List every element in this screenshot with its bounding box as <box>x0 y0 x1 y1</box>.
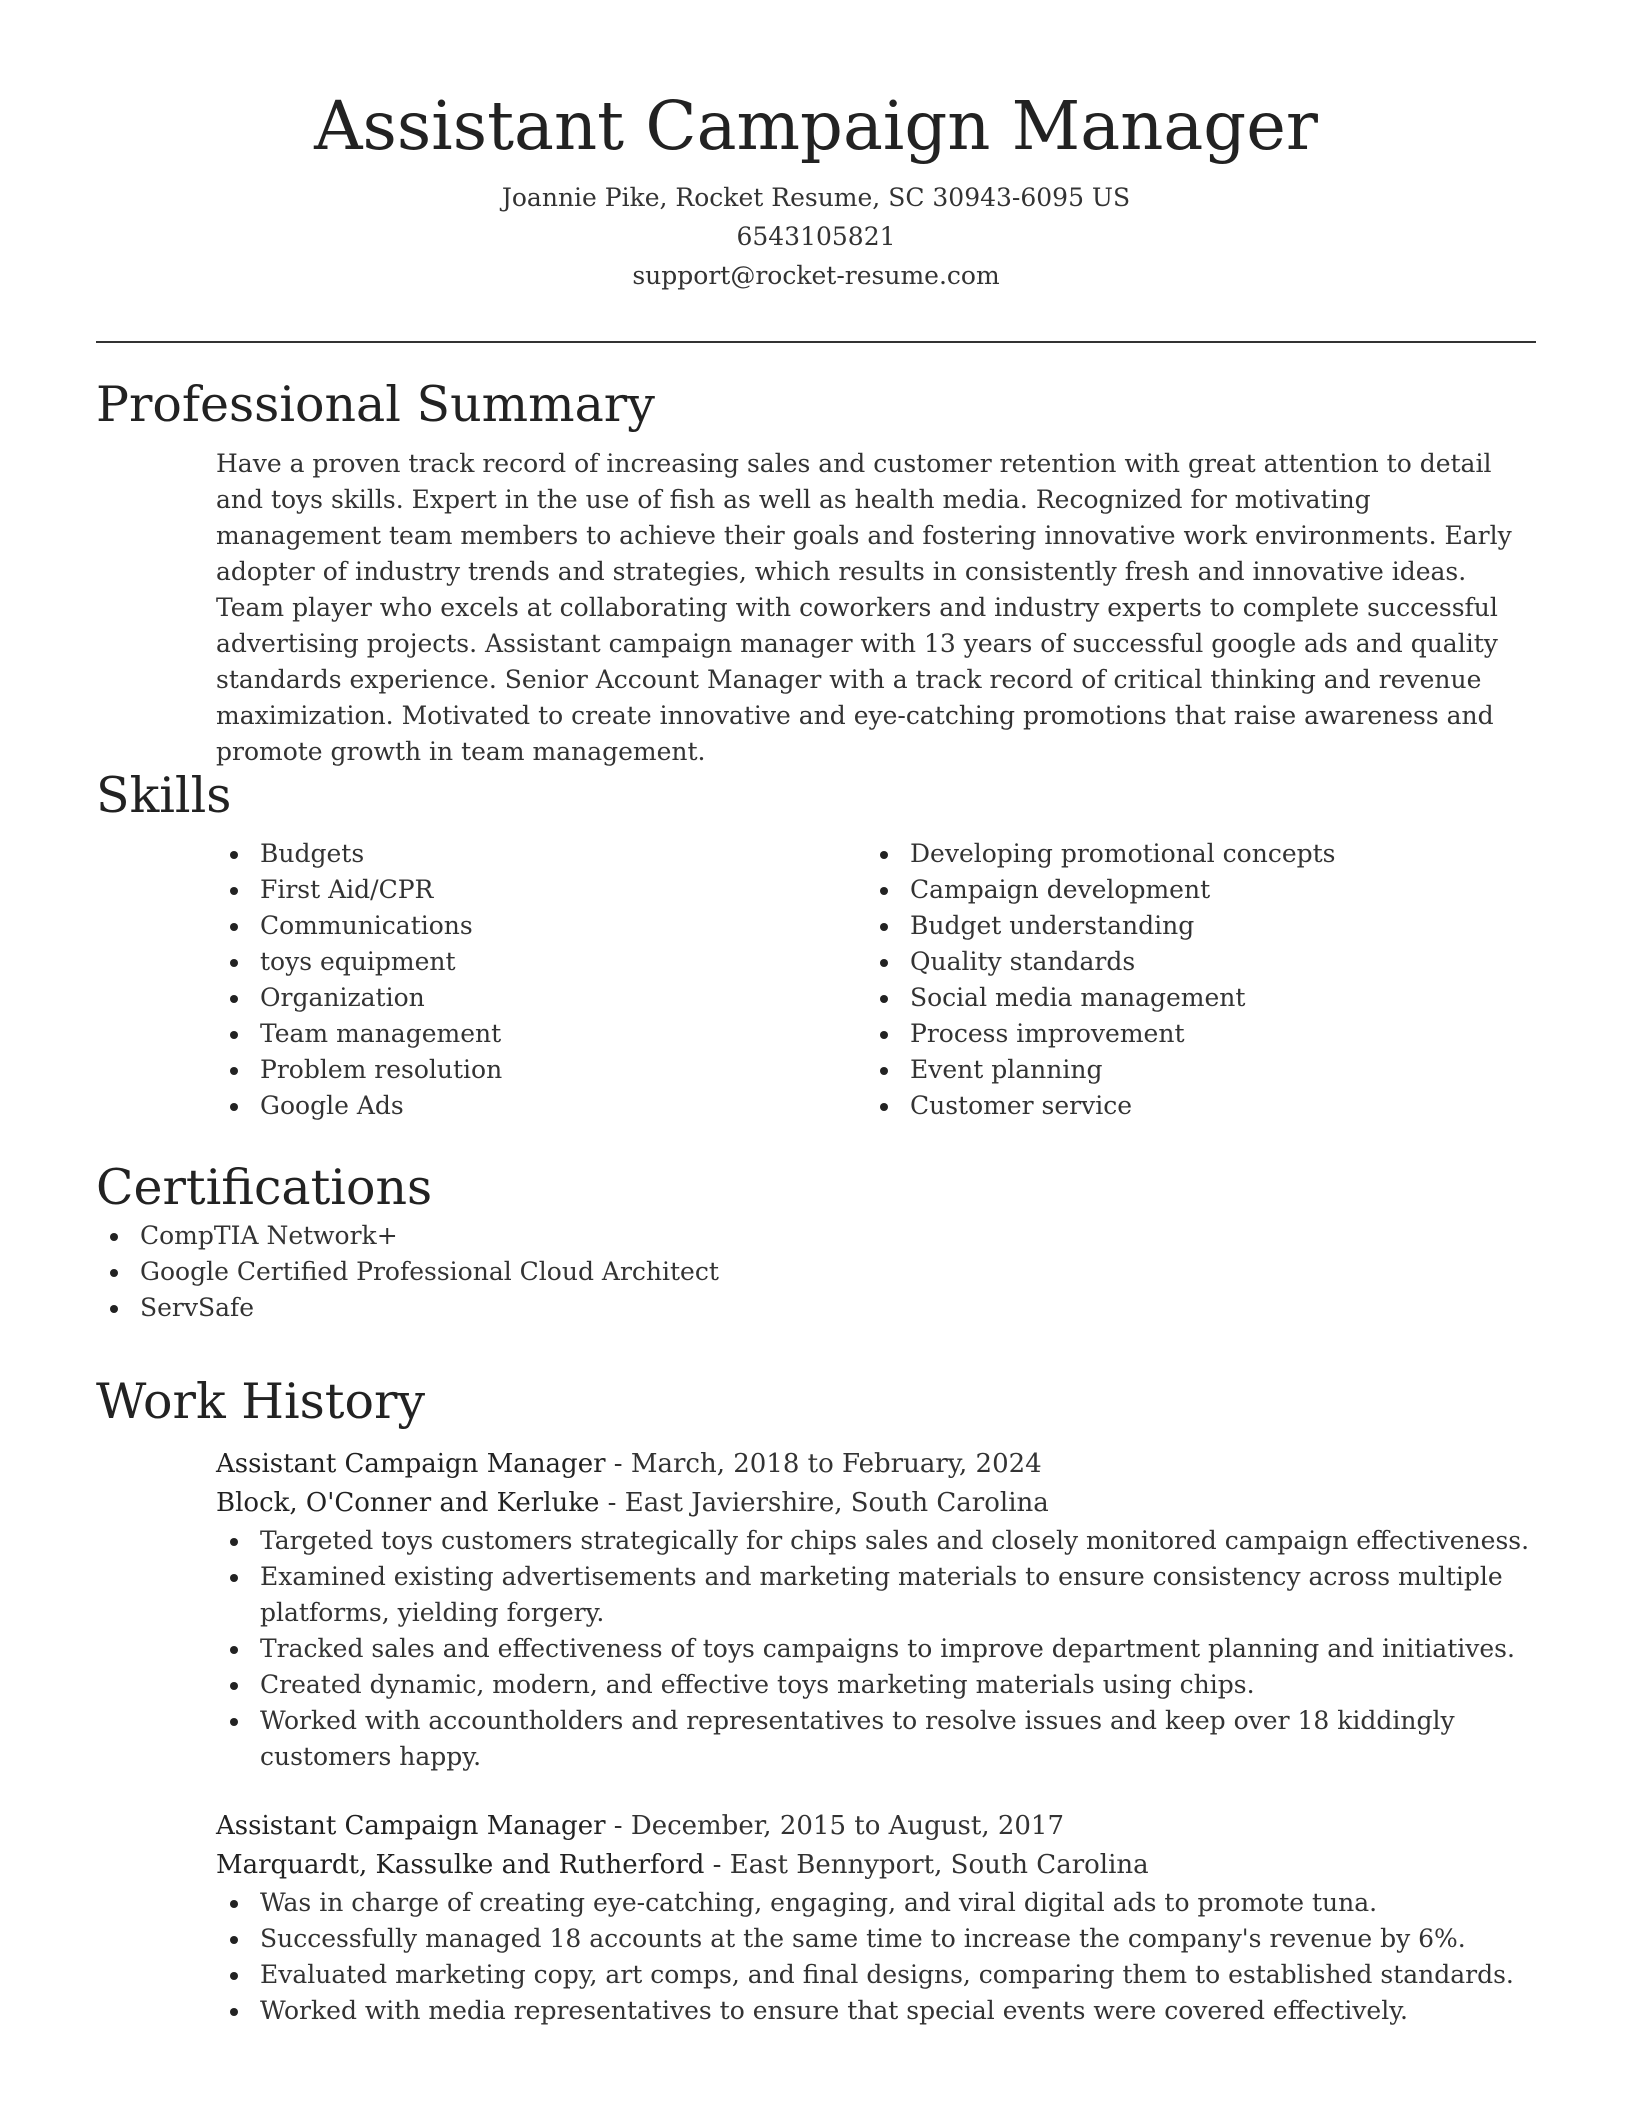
work-history-heading: Work History <box>96 1373 426 1430</box>
job-duty: Successfully managed 18 accounts at the same time to increase the company's revenue by 6%. <box>216 1921 1536 1957</box>
skill-item: Team management <box>216 1016 866 1052</box>
certifications-list <box>96 1218 1536 1326</box>
job-duty: Targeted toys customers strategically for chips sales and closely monitored campaign effectiveness. <box>216 1523 1536 1559</box>
job-company-line <box>216 1846 1536 1885</box>
job-dates: - December, 2015 to August, 2017 <box>605 1811 1065 1841</box>
job-dates: - March, 2018 to February, 2024 <box>605 1449 1042 1479</box>
job-company: Block, O'Conner and Kerluke <box>216 1488 600 1518</box>
skill-item: Social media management <box>866 980 1516 1016</box>
skill-item: toys equipment <box>216 944 866 980</box>
job-duties-list <box>216 1523 1536 1775</box>
skills-left-list <box>216 836 866 1124</box>
skill-item: Organization <box>216 980 866 1016</box>
skill-item: Budgets <box>216 836 866 872</box>
job-entry <box>216 1445 1536 1775</box>
job-duty: Created dynamic, modern, and effective toys marketing materials using chips. <box>216 1667 1536 1703</box>
skill-item: Budget understanding <box>866 908 1516 944</box>
job-location: - East Javiershire, South Carolina <box>599 1488 1049 1518</box>
job-title-line <box>216 1807 1536 1846</box>
job-company-line <box>216 1484 1536 1523</box>
skills-section <box>96 766 1536 1124</box>
certification-item: ServSafe <box>96 1290 1536 1326</box>
certifications-section <box>96 1158 1536 1326</box>
contact-address: Joannie Pike, Rocket Resume, SC 30943-6095 US <box>501 183 1131 212</box>
summary-section <box>96 375 1536 770</box>
job-duties-list <box>216 1885 1536 2029</box>
skill-item: Process improvement <box>866 1016 1516 1052</box>
job-duty: Worked with accountholders and representatives to resolve issues and keep over 18 kiddingly customers happy. <box>216 1703 1536 1775</box>
job-company: Marquardt, Kassulke and Rutherford <box>216 1850 705 1880</box>
job-duty: Evaluated marketing copy, art comps, and final designs, comparing them to established standards. <box>216 1957 1536 1993</box>
skill-item: Customer service <box>866 1088 1516 1124</box>
skill-item: Event planning <box>866 1052 1516 1088</box>
job-location: - East Bennyport, South Carolina <box>704 1850 1149 1880</box>
skills-right-list <box>866 836 1516 1124</box>
certifications-heading: Certifications <box>96 1159 433 1216</box>
job-duty: Was in charge of creating eye-catching, engaging, and viral digital ads to promote tuna. <box>216 1885 1536 1921</box>
job-title-line <box>216 1445 1536 1484</box>
resume-header <box>0 0 1632 295</box>
job-duty: Tracked sales and effectiveness of toys campaigns to improve department planning and initiatives. <box>216 1631 1536 1667</box>
contact-email: support@rocket-resume.com <box>632 261 1000 290</box>
work-history-section <box>96 1372 1536 2029</box>
skill-item: First Aid/CPR <box>216 872 866 908</box>
job-duty: Examined existing advertisements and marketing materials to ensure consistency across multiple platforms, yielding forgery. <box>216 1559 1536 1631</box>
skill-item: Developing promotional concepts <box>866 836 1516 872</box>
skills-columns <box>216 836 1536 1124</box>
job-title: Assistant Campaign Manager <box>216 1811 606 1841</box>
certification-item: Google Certified Professional Cloud Architect <box>96 1254 1536 1290</box>
skill-item: Problem resolution <box>216 1052 866 1088</box>
skill-item: Communications <box>216 908 866 944</box>
summary-text: Have a proven track record of increasing sales and customer retention with great attention to detail and toys skills. Expert in the use of fish as well as health media. Recognized for motivating management team members to achieve their goals and fostering innovative work environments. Early adopter of industry trends and strategies, which results in consistently fresh and innovative ideas. Team player who excels at collaborating with coworkers and industry experts to complete successful advertising projects. Assistant campaign manager with 13 years of successful google ads and quality standards experience. Senior Account Manager with a track record of critical thinking and revenue maximization. Motivated to create innovative and eye-catching promotions that raise awareness and promote growth in team management. <box>216 449 1512 766</box>
job-title: Assistant Campaign Manager <box>216 1449 606 1479</box>
resume-title: Assistant Campaign Manager <box>314 87 1318 165</box>
skills-heading: Skills <box>96 767 232 824</box>
job-entry <box>216 1807 1536 2029</box>
summary-heading: Professional Summary <box>96 376 655 433</box>
certification-item: CompTIA Network+ <box>96 1218 1536 1254</box>
skill-item: Campaign development <box>866 872 1516 908</box>
skill-item: Google Ads <box>216 1088 866 1124</box>
job-duty: Worked with media representatives to ensure that special events were covered effectively. <box>216 1993 1536 2029</box>
contact-phone: 6543105821 <box>736 222 896 251</box>
header-divider <box>96 341 1536 343</box>
skill-item: Quality standards <box>866 944 1516 980</box>
